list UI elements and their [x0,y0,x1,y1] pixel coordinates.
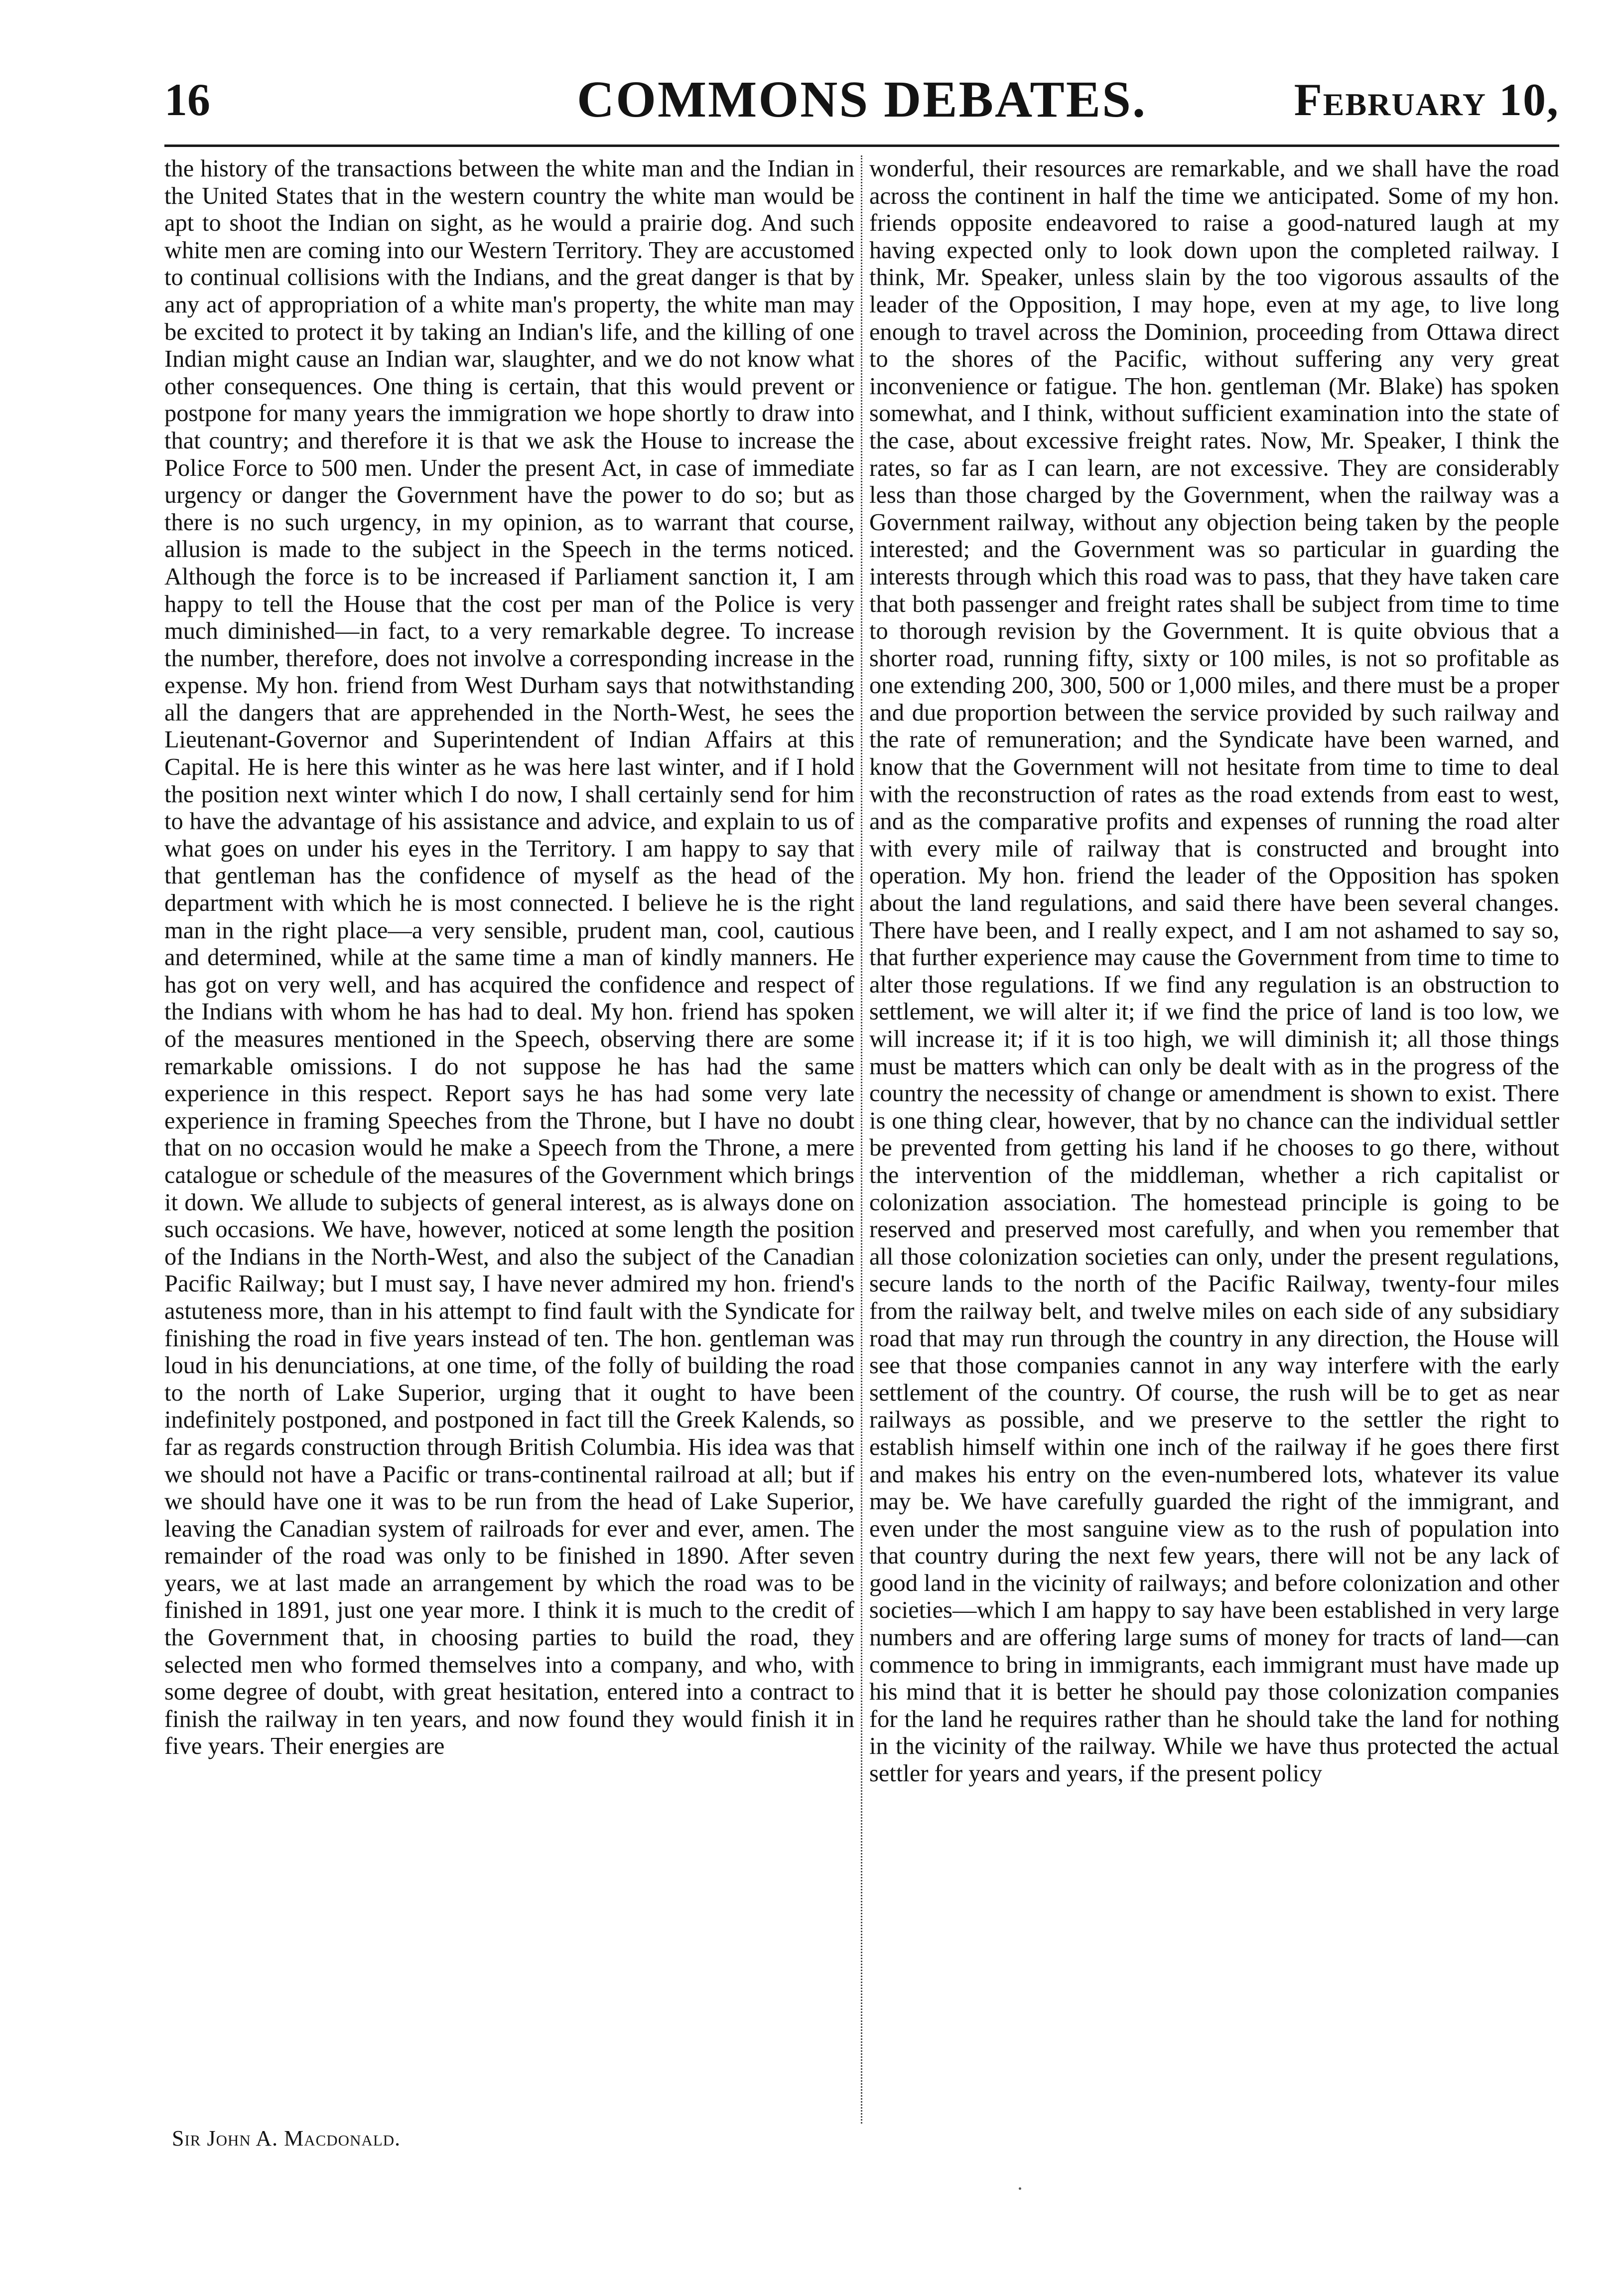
page-number: 16 [164,74,210,125]
left-column-text: the history of the transactions between the white man and the Indian in the United States that in the western country the white man would be apt to shoot the Indian on sight, as he would a prairie dog. And such white men are coming into our Western Territory. They are accustomed to continual collisions with the Indians, and the great danger is that by any act of appropriation of a white man's property, the white man may be excited to protect it by taking an Indian's life, and the killing of one Indian might cause an Indian war, slaughter, and we do not know what other consequences. One thing is certain, that this would prevent or postpone for many years the immigration we hope shortly to draw into that country; and therefore it is that we ask the House to increase the Police Force to 500 men. Under the present Act, in case of immediate urgency or danger the Government have the power to do so; but as there is no such urgency, in my opinion, as to warrant that course, allusion is made to the subject in the Speech in the terms noticed. Although the force is to be increased if Parliament sanction it, I am happy to tell the House that the cost per man of the Police is very much diminished—in fact, to a very remarkable degree. To increase the number, therefore, does not involve a corresponding increase in the expense. My hon. friend from West Durham says that notwithstanding all the dangers that are apprehended in the North-West, he sees the Lieutenant-Governor and Superintendent of Indian Affairs at this Capital. He is here this winter as he was here last winter, and if I hold the position next winter which I do now, I shall certainly send for him to have the advantage of his assistance and advice, and explain to us of what goes on under his eyes in the Territory. I am happy to say that that gentleman has the confidence of myself as the head of the department with which he is most connected. I believe he is the right man in the right place—a very sensible, prudent man, cool, cautious and determined, while at the same time a man of kindly manners. He has got on very well, and has acquired the confidence and respect of the Indians with whom he has had to deal. My hon. friend has spoken of the measures mentioned in the Speech, observing there are some remarkable omissions. I do not suppose he has had the same experience in this respect. Report says he has had some very late experience in framing Speeches from the Throne, but I have no doubt that on no occasion would he make a Speech from the Throne, a mere catalogue or schedule of the measures of the Government which brings it down. We allude to subjects of general interest, as is always done on such occasions. We have, however, noticed at some length the position of the Indians in the North-West, and also the subject of the Canadian Pacific Railway; but I must say, I have never admired my hon. friend's astuteness more, than in his attempt to find fault with the Syndicate for finishing the road in five years instead of ten. The hon. gentleman was loud in his denunciations, at one time, of the folly of building the road to the north of Lake Superior, urging that it ought to have been indefinitely postponed, and postponed in fact till the Greek Kalends, so far as regards construction through British Columbia. His idea was that we should not have a Pacific or trans-continental railroad at all; but if we should have one it was to be run from the head of Lake Superior, leaving the Canadian system of railroads for ever and ever, amen. The remainder of the road was only to be finished in 1890. After seven years, we at last made an arrangement by which the road was to be finished in 1891, just one year more. I think it is much to the credit of the Government that, in choosing parties to build the road, they selected men who formed themselves into a company, and who, with some degree of doubt, with great hesitation, entered into a contract to finish the railway in ten years, and now found they would finish it in five years. Their energies are [164,155,854,1760]
left-column [164,155,854,1760]
page-header [164,70,1559,140]
right-column [869,155,1559,1788]
header-rule [164,144,1559,147]
column-divider [861,155,862,2124]
page-date: February 10, [1294,74,1559,125]
running-title: COMMONS DEBATES. [577,71,1147,128]
right-column-text: wonderful, their resources are remarkable, and we shall have the road across the continent in half the time we anticipated. Some of my hon. friends opposite endeavored to raise a good-natured laugh at my having expected only to look down upon the completed railway. I think, Mr. Speaker, unless slain by the too vigorous assaults of the leader of the Opposition, I may hope, even at my age, to live long enough to travel across the Dominion, proceeding from Ottawa direct to the shores of the Pacific, without suffering any very great inconvenience or fatigue. The hon. gentleman (Mr. Blake) has spoken somewhat, and I think, without sufficient examination into the state of the case, about excessive freight rates. Now, Mr. Speaker, I think the rates, so far as I can learn, are not excessive. They are considerably less than those charged by the Government, when the railway was a Government railway, without any objection being taken by the people interested; and the Government was so particular in guarding the interests through which this road was to pass, that they have taken care that both passenger and freight rates shall be subject from time to time to thorough revision by the Government. It is quite obvious that a shorter road, running fifty, sixty or 100 miles, is not so profitable as one extending 200, 300, 500 or 1,000 miles, and there must be a proper and due proportion between the service provided by such railway and the rate of remuneration; and the Syndicate have been warned, and know that the Government will not hesitate from time to time to deal with the reconstruction of rates as the road extends from east to west, and as the comparative profits and expenses of running the road alter with every mile of railway that is constructed and brought into operation. My hon. friend the leader of the Opposition has spoken about the land regulations, and said there have been several changes. There have been, and I really expect, and I am not ashamed to say so, that further experience may cause the Government from time to time to alter those regulations. If we find any regulation is an obstruction to settlement, we will alter it; if we find the price of land is too low, we will increase it; if it is too high, we will diminish it; all those things must be matters which can only be dealt with as in the progress of the country the necessity of change or amendment is shown to exist. There is one thing clear, however, that by no chance can the individual settler be prevented from getting his land if he chooses to go there, without the intervention of the middleman, whether a rich capitalist or colonization association. The homestead principle is going to be reserved and preserved most carefully, and when you remember that all those colonization societies can only, under the present regulations, secure lands to the north of the Pacific Railway, twenty-four miles from the railway belt, and twelve miles on each side of any subsidiary road that may run through the country in any direction, the House will see that those companies cannot in any way interfere with the early settlement of the country. Of course, the rush will be to get as near railways as possible, and we preserve to the settler the right to establish himself within one inch of the railway if he goes there first and makes his entry on the even-numbered lots, whatever its value may be. We have carefully guarded the right of the immigrant, and even under the most sanguine view as to the rush of population into that country during the next few years, there will not be any lack of good land in the vicinity of railways; and before colonization and other societies—which I am happy to say have been established in very large numbers and are offering large sums of money for tracts of land—can commence to bring in immigrants, each immigrant must have made up his mind that it is better he should pay those colonization companies for the land he requires rather than he should take the land for nothing in the vicinity of the railway. While we have thus protected the actual settler for years and years, if the present policy [869,155,1559,1787]
print-speck [1019,2187,1021,2190]
speaker-footer: Sir John A. Macdonald. [172,2126,401,2150]
